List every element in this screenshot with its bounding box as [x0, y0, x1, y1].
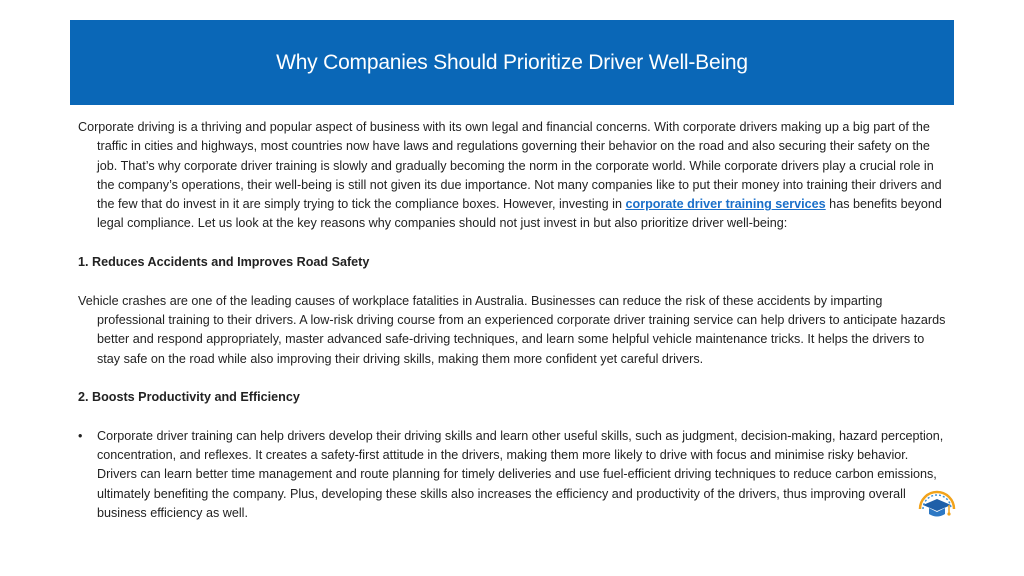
intro-paragraph [78, 118, 948, 234]
spacer [78, 407, 948, 426]
spacer [78, 369, 948, 388]
spacer [78, 272, 948, 291]
slide-content [78, 118, 948, 523]
bullet-icon: • [78, 428, 83, 443]
graduation-cap-logo-icon [914, 485, 960, 525]
section2-heading: 2. Boosts Productivity and Efficiency [78, 390, 300, 405]
section1-paragraph: Vehicle crashes are one of the leading causes of workplace fatalities in Australia. Businesses can reduce the risk of these accidents by imparting professional training to their drivers. A low-risk driving course from an experienced corporate driver training service can help drivers to anticipate hazards better and respond appropriately, master advanced safe-driving techniques, and learn some helpful vehicle maintenance tricks. It helps the drivers to stay safe on the road while also improving their driving skills, making them more confident yet careful drivers. [78, 293, 946, 366]
corporate-driver-training-link[interactable]: corporate driver training services [625, 197, 826, 212]
title-banner [70, 20, 954, 105]
intro-text-after-link: has benefits beyond legal compliance. Let us look at the key reasons why companies should not just invest in but also prioritize driver well-being: [97, 197, 942, 231]
section2-bullet-text: Corporate driver training can help drivers develop their driving skills and learn other useful skills, such as judgment, decision-making, hazard perception, concentration, and reflexes. It creates a safety-first attitude in the drivers, making them more likely to drive with focus and minimise risky behavior. Drivers can learn better time management and route planning for timely deliveries and use fuel-efficient driving techniques to reduce carbon emissions, ultimately benefiting the company. Plus, developing these skills also increases the efficiency and productivity of the drivers, thus improving overall business efficiency as well. [97, 428, 944, 520]
section2-bullet-item [78, 427, 948, 523]
page-title: Why Companies Should Prioritize Driver Well-Being [276, 50, 748, 74]
spacer [78, 234, 948, 253]
section1-heading: 1. Reduces Accidents and Improves Road Safety [78, 255, 370, 270]
intro-text-before-link: Corporate driving is a thriving and popular aspect of business with its own legal and financial concerns. With corporate drivers making up a big part of the traffic in cities and highways, most countries now have laws and regulations governing their behavior on the road and also securing their safety on the job. That’s why corporate driver training is slowly and gradually becoming the norm in the corporate world. While corporate drivers play a crucial role in the company’s operations, their well-being is still not given its due importance. Not many companies like to put their money into training their drivers and the few that do invest in it are simply trying to tick the compliance boxes. However, investing in [78, 120, 942, 212]
